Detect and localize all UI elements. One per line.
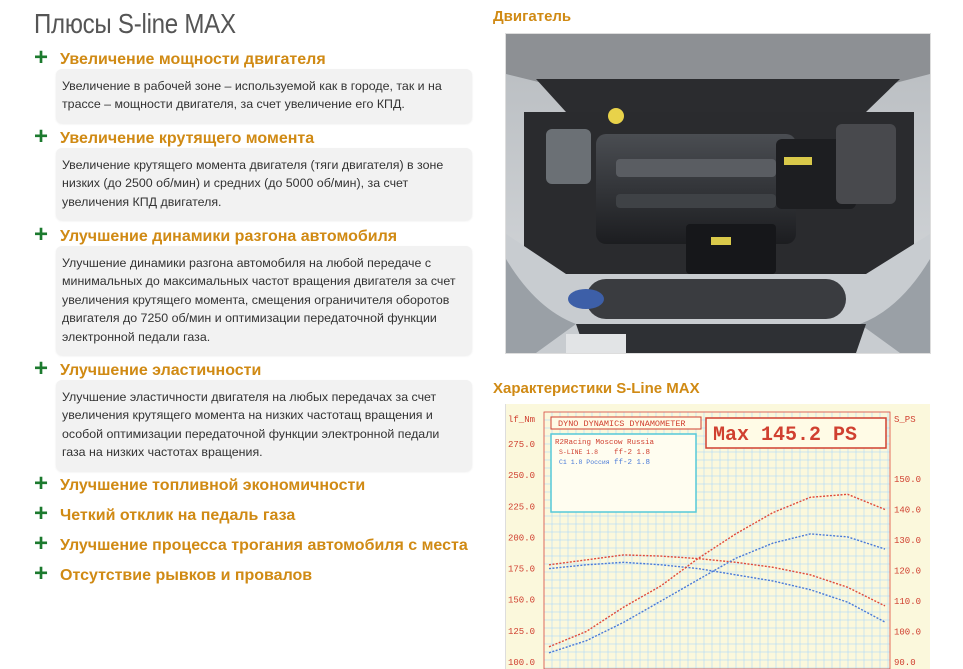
max-banner: Max 145.2 PS [713, 424, 858, 447]
chart-section-title: Характеристики S-Line MAX [493, 380, 700, 397]
plus-icon: + [34, 355, 49, 382]
dyno-chart [505, 404, 930, 669]
legend-item-name: C1 1.8 Россия [559, 459, 610, 466]
left-tick-label: 200.0 [508, 533, 536, 544]
feature-title[interactable]: Четкий отклик на педаль газа [60, 507, 296, 524]
engine-illustration [506, 34, 930, 353]
feature-description: Увеличение в рабочей зоне – используемой как в городе, так и на трассе – мощности двигателя, за счет увеличение его КПД. [56, 69, 472, 123]
engine-section-title: Двигатель [493, 8, 572, 25]
left-tick-label: 150.0 [508, 595, 536, 606]
legend-header: R2Racing Moscow Russia [555, 439, 655, 447]
right-tick-label: 120.0 [894, 566, 922, 577]
engine-photo [505, 33, 931, 354]
plus-icon: + [34, 500, 49, 527]
feature-description: Увеличение крутящего момента двигателя (тяги двигателя) в зоне низких (до 2500 об/мин) и средних (до 5000 об/мин), за счет увеличения КПД двигателя. [56, 148, 472, 220]
feature-title[interactable]: Улучшение процесса трогания автомобиля с места [60, 537, 468, 554]
page-title: Плюсы S-line MAX [34, 8, 236, 39]
plus-icon: + [34, 44, 49, 71]
feature-title[interactable]: Отсутствие рывков и провалов [60, 567, 313, 584]
left-tick-label: 250.0 [508, 471, 536, 482]
left-tick-label: 100.0 [508, 658, 536, 668]
plus-icon: + [34, 560, 49, 587]
right-tick-label: 150.0 [894, 475, 922, 485]
right-tick-label: 140.0 [894, 505, 922, 516]
feature-title[interactable]: Улучшение динамики разгона автомобиля [60, 228, 398, 245]
left-tick-label: 175.0 [508, 564, 536, 575]
plus-icon: + [34, 221, 49, 248]
left-axis-label: lf_Nm [508, 415, 536, 425]
left-tick-label: 225.0 [508, 502, 536, 513]
feature-description: Улучшение эластичности двигателя на любых передачах за счет увеличения крутящего момента на низких частотащ вращения и особой оптимизации передаточной функции электронной педали газа на низких частотах вращения. [56, 380, 472, 471]
plus-icon: + [34, 123, 49, 150]
right-tick-label: 130.0 [894, 536, 922, 546]
legend-item-name: S-LINE 1.8 [559, 449, 599, 456]
feature-title[interactable]: Увеличение крутящего момента [60, 130, 315, 147]
right-tick-label: 100.0 [894, 627, 922, 638]
feature-title[interactable]: Увеличение мощности двигателя [60, 51, 326, 68]
feature-title[interactable]: Улучшение топливной экономичности [60, 477, 366, 494]
chart-title: DYNO DYNAMICS DYNAMOMETER [558, 419, 686, 429]
plus-icon: + [34, 530, 49, 557]
feature-description: Улучшение динамики разгона автомобиля на любой передаче с минимальных до максимальных частот вращения двигателя за счет увеличения крутящего момента, смещения ограничителя оборотов двигателя до 7250 об/мин и оптимизации передаточной функции электронной педали газа. [56, 246, 472, 355]
left-tick-label: 125.0 [508, 626, 536, 637]
feature-title[interactable]: Улучшение эластичности [60, 362, 262, 379]
legend-item-file: ff-2 1.8 [614, 459, 651, 467]
legend-item-file: ff-2 1.8 [614, 449, 651, 457]
right-tick-label: 90.0 [894, 658, 916, 668]
dyno-chart-svg [506, 404, 930, 669]
right-axis-label: S_PS [894, 415, 916, 425]
left-tick-label: 275.0 [508, 440, 536, 450]
right-tick-label: 110.0 [894, 597, 922, 607]
plus-icon: + [34, 470, 49, 497]
